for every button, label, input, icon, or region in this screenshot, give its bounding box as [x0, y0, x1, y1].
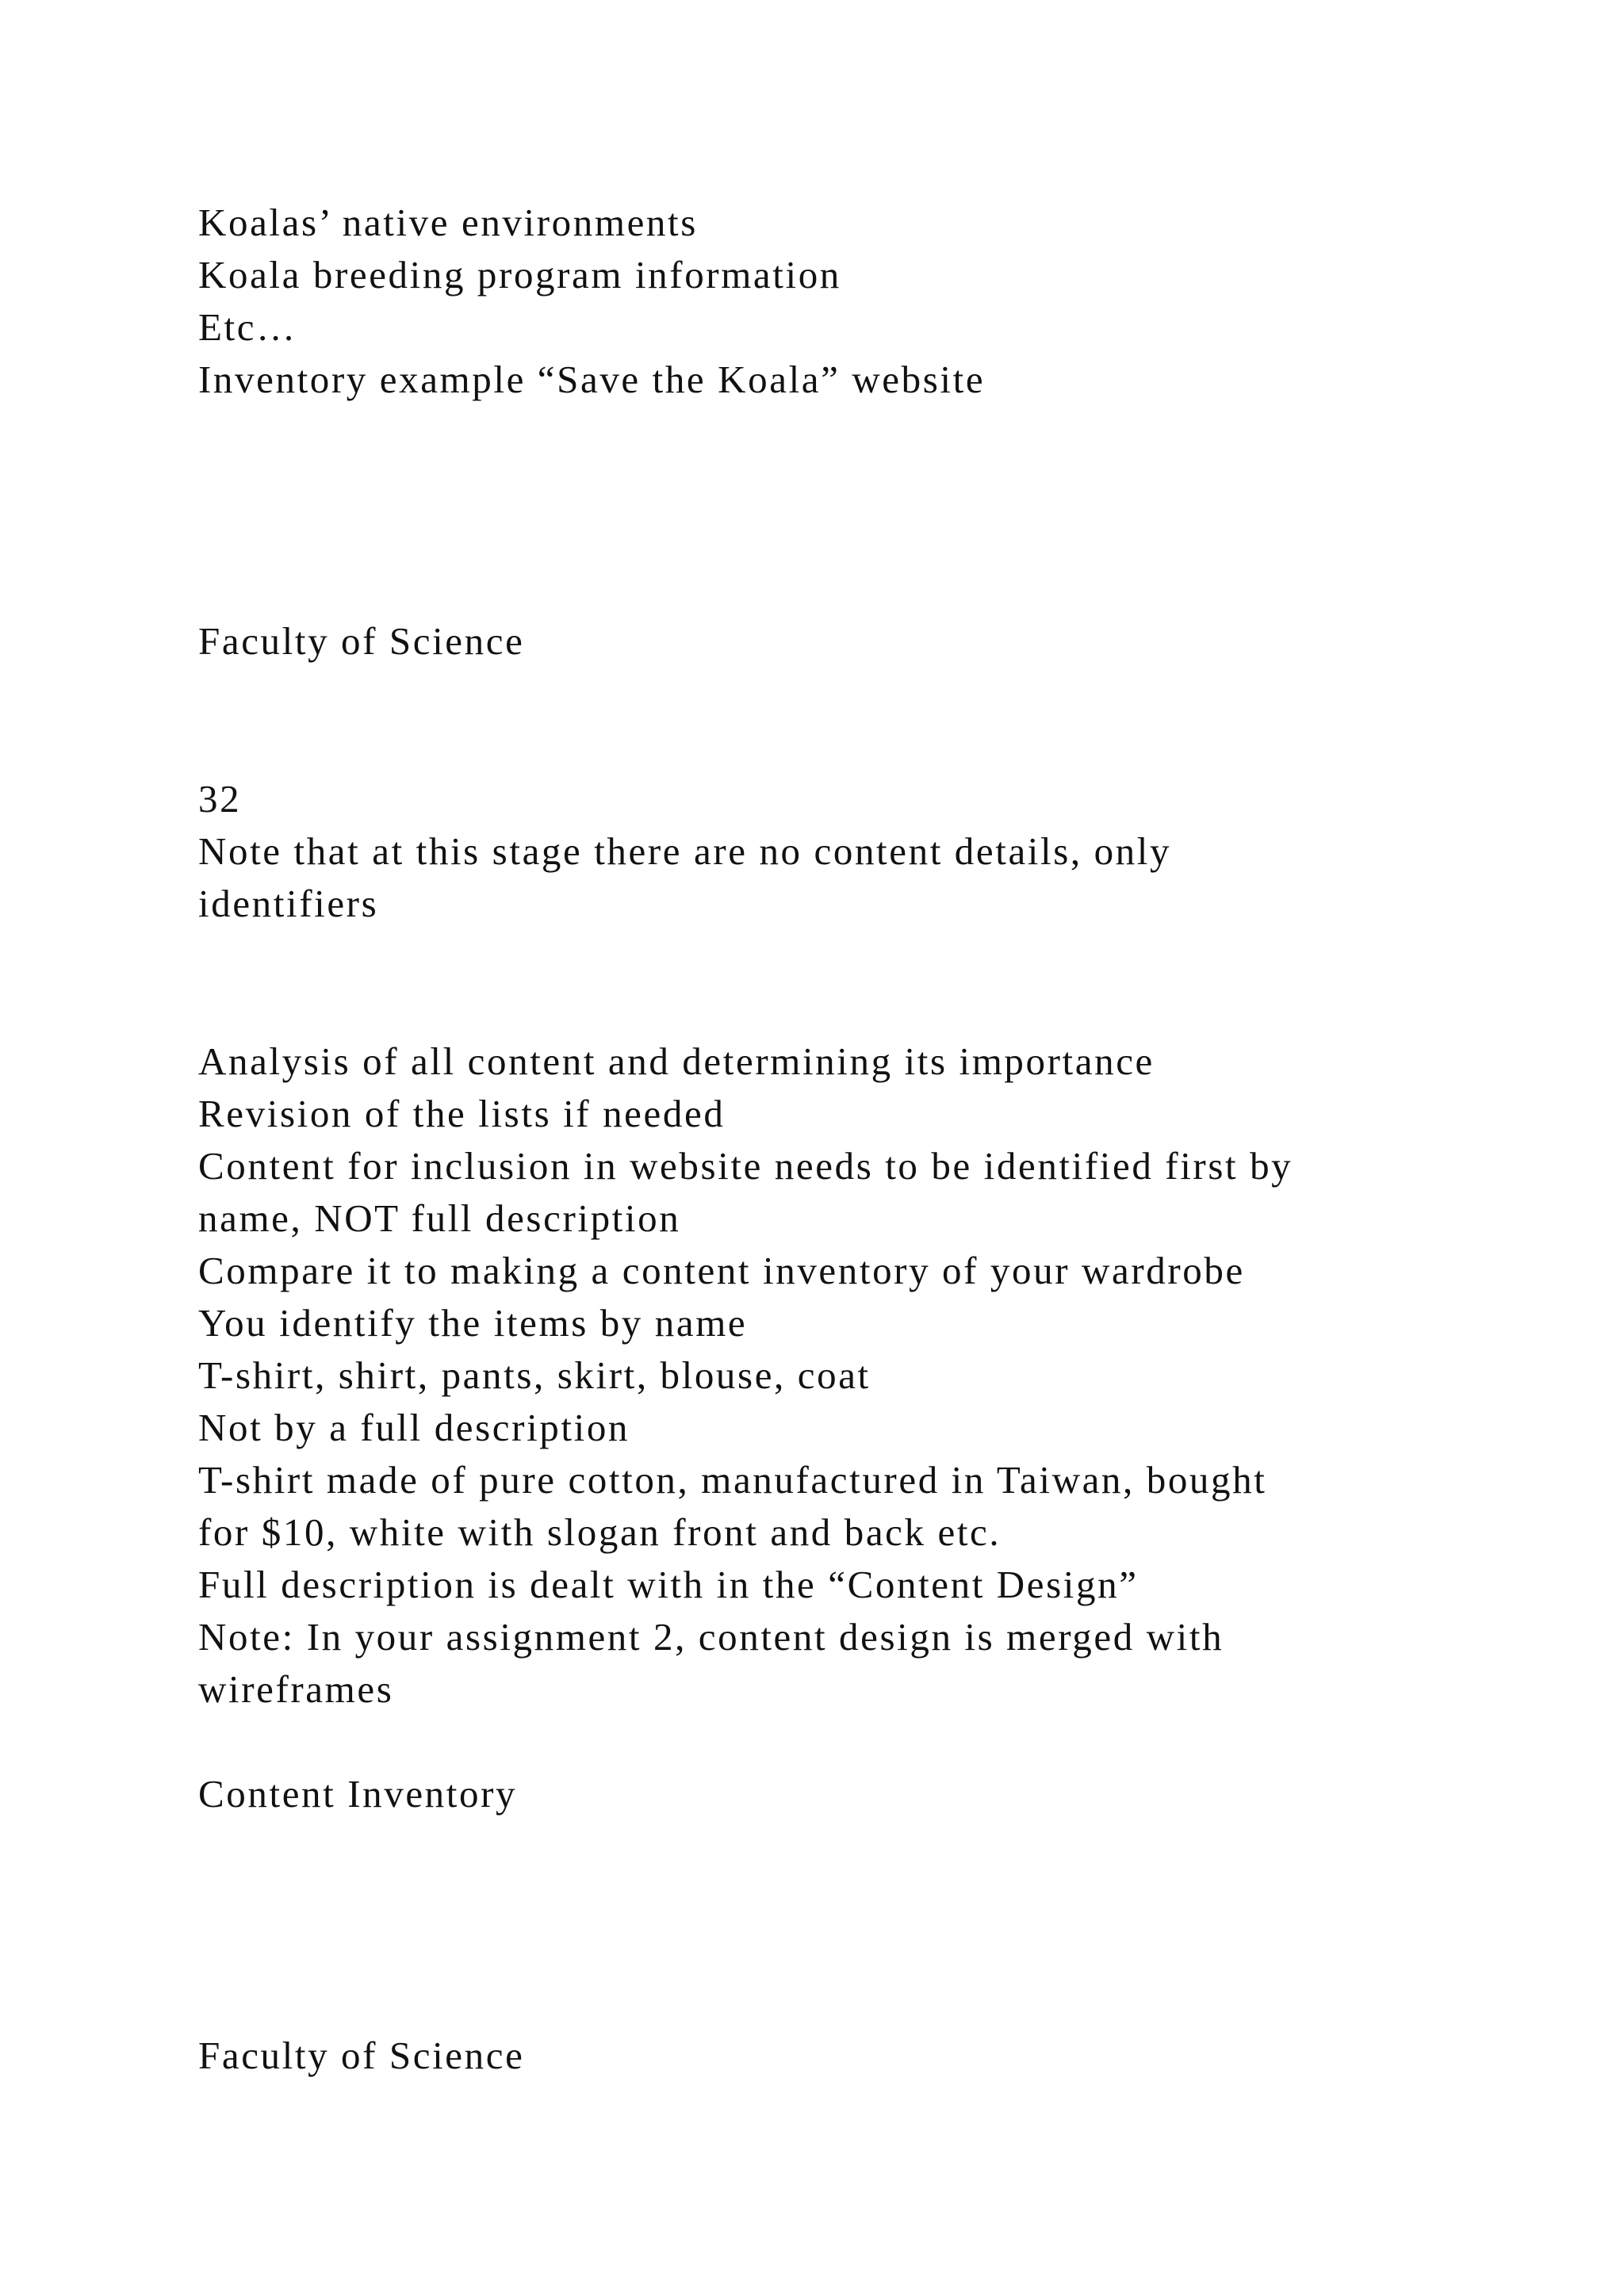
- body-line-1: Analysis of all content and determining its importance: [198, 1039, 1155, 1083]
- intro-line-1: Koalas’ native environments: [198, 201, 698, 244]
- body-line-12: Note: In your assignment 2, content design is merged with: [198, 1615, 1224, 1659]
- body-line-8: Not by a full description: [198, 1406, 630, 1449]
- note-line-1: Note that at this stage there are no content details, only: [198, 829, 1172, 873]
- body-line-7: T-shirt, shirt, pants, skirt, blouse, coat: [198, 1353, 871, 1397]
- intro-line-4: Inventory example “Save the Koala” website: [198, 358, 986, 401]
- body-line-13: wireframes: [198, 1667, 394, 1711]
- intro-line-2: Koala breeding program information: [198, 253, 841, 297]
- body-line-10: for $10, white with slogan front and back etc.: [198, 1510, 1002, 1554]
- body-line-3: Content for inclusion in website needs to be identified first by: [198, 1144, 1293, 1188]
- footer-faculty-top: Faculty of Science: [198, 619, 525, 663]
- intro-line-3: Etc…: [198, 305, 297, 349]
- slide-title: Content Inventory: [198, 1772, 518, 1816]
- body-line-6: You identify the items by name: [198, 1301, 748, 1345]
- body-line-11: Full description is dealt with in the “Content Design”: [198, 1563, 1139, 1606]
- footer-faculty-bottom: Faculty of Science: [198, 2034, 525, 2077]
- body-line-5: Compare it to making a content inventory of your wardrobe: [198, 1249, 1245, 1292]
- page-number: 32: [198, 777, 242, 821]
- body-line-2: Revision of the lists if needed: [198, 1092, 726, 1135]
- body-line-4: name, NOT full description: [198, 1196, 681, 1240]
- body-line-9: T-shirt made of pure cotton, manufactured in Taiwan, bought: [198, 1458, 1267, 1502]
- note-line-2: identifiers: [198, 882, 379, 925]
